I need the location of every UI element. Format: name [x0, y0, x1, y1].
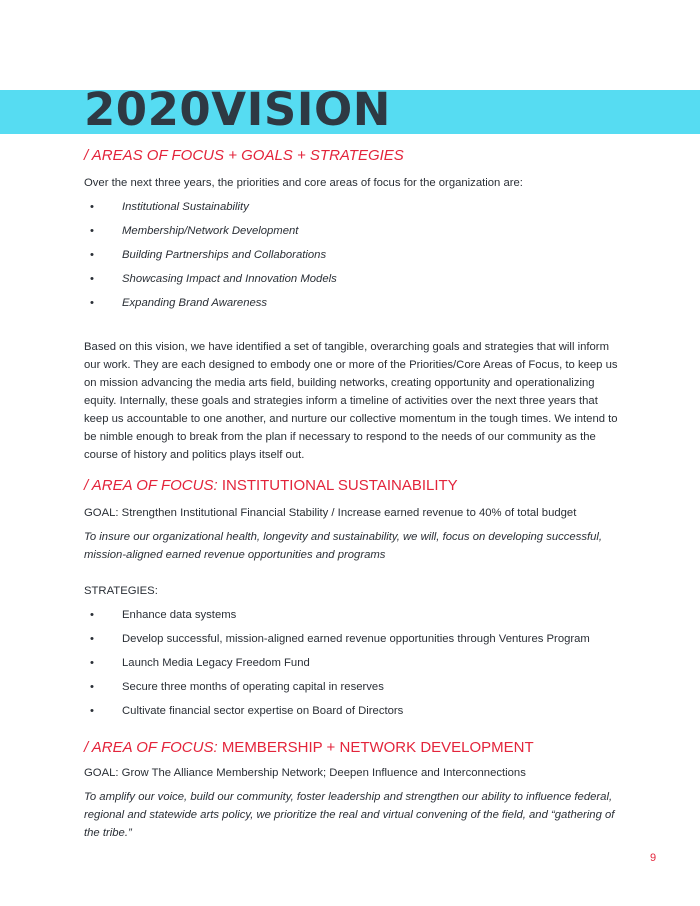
list-item-text: Secure three months of operating capital in reserves — [122, 681, 384, 693]
list-item-text: Launch Media Legacy Freedom Fund — [122, 657, 310, 669]
bullet: • — [90, 273, 94, 285]
list-item — [84, 246, 624, 264]
list-item — [84, 654, 624, 672]
list-item-text: Expanding Brand Awareness — [122, 297, 268, 309]
bullet: • — [90, 297, 94, 309]
page-content — [84, 146, 624, 842]
vision-paragraph: Based on this vision, we have identified a set of tangible, overarching goals and strategies that will inform our work. They are each designed to embody one or more of the Priorities/Core Areas of Focus, to keep us on mission advancing the media arts field, building networks, creating opportunity and operationalizing equity. Internally, these goals and strategies inform a timeline of activities over the next three years that keep us accountable to one another, and nurture our collective momentum in the tough times. We intend to be nimble enough to break from the plan if necessary to respond to the needs of our community as the course of history and politics plays itself out. — [84, 341, 618, 461]
list-item-text: Membership/Network Development — [122, 225, 299, 237]
list-item-text: Develop successful, mission-aligned earned revenue opportunities through Ventures Program — [122, 633, 590, 645]
list-item — [84, 270, 624, 288]
strategies-list — [84, 606, 624, 720]
list-item-text: Cultivate financial sector expertise on Board of Directors — [122, 705, 404, 717]
strategies-label: STRATEGIES: — [84, 585, 158, 597]
section-heading-text: MEMBERSHIP + NETWORK DEVELOPMENT — [221, 739, 534, 756]
list-item-text: Building Partnerships and Collaborations — [122, 249, 327, 261]
section-heading-areas-of-focus — [84, 146, 624, 166]
list-item — [84, 198, 624, 216]
goal-text: GOAL: Grow The Alliance Membership Network; Deepen Influence and Interconnections — [84, 767, 526, 779]
list-item-text: Showcasing Impact and Innovation Models — [122, 273, 337, 285]
list-item — [84, 702, 624, 720]
bullet: • — [90, 609, 94, 621]
section-heading-prefix: / AREA OF FOCUS: — [84, 477, 218, 494]
bullet: • — [90, 657, 94, 669]
focus-list — [84, 198, 624, 312]
goal-text: GOAL: Strengthen Institutional Financial Stability / Increase earned revenue to 40% of total budget — [84, 507, 577, 519]
bullet: • — [90, 705, 94, 717]
page-number: 9 — [650, 852, 657, 864]
bullet: • — [90, 249, 94, 261]
bullet: • — [90, 681, 94, 693]
list-item — [84, 678, 624, 696]
bullet: • — [90, 633, 94, 645]
section-heading-membership-network — [84, 738, 624, 758]
goal-statement: To insure our organizational health, longevity and sustainability, we will, focus on developing successful, mission-aligned earned revenue opportunities and programs — [84, 531, 603, 561]
list-item — [84, 294, 624, 312]
list-item — [84, 630, 624, 648]
list-item — [84, 222, 624, 240]
list-item-text: Institutional Sustainability — [122, 201, 249, 213]
section-heading-prefix: / AREA OF FOCUS: — [84, 739, 218, 756]
bullet: • — [90, 201, 94, 213]
page-title: 2020VISION — [84, 83, 391, 136]
list-item-text: Enhance data systems — [122, 609, 237, 621]
section-heading-institutional-sustainability — [84, 476, 624, 496]
list-item — [84, 606, 624, 624]
goal-statement: To amplify our voice, build our community, foster leadership and strengthen our ability to influence federal, regional and statewide arts policy, we prioritize the real and virtual convening of the field, and “gathering of the tribe.” — [84, 791, 615, 839]
bullet: • — [90, 225, 94, 237]
section-heading-text: / AREAS OF FOCUS + GOALS + STRATEGIES — [84, 147, 404, 164]
section-heading-text: INSTITUTIONAL SUSTAINABILITY — [221, 477, 458, 494]
intro-text: Over the next three years, the priorities and core areas of focus for the organization are: — [84, 177, 523, 189]
